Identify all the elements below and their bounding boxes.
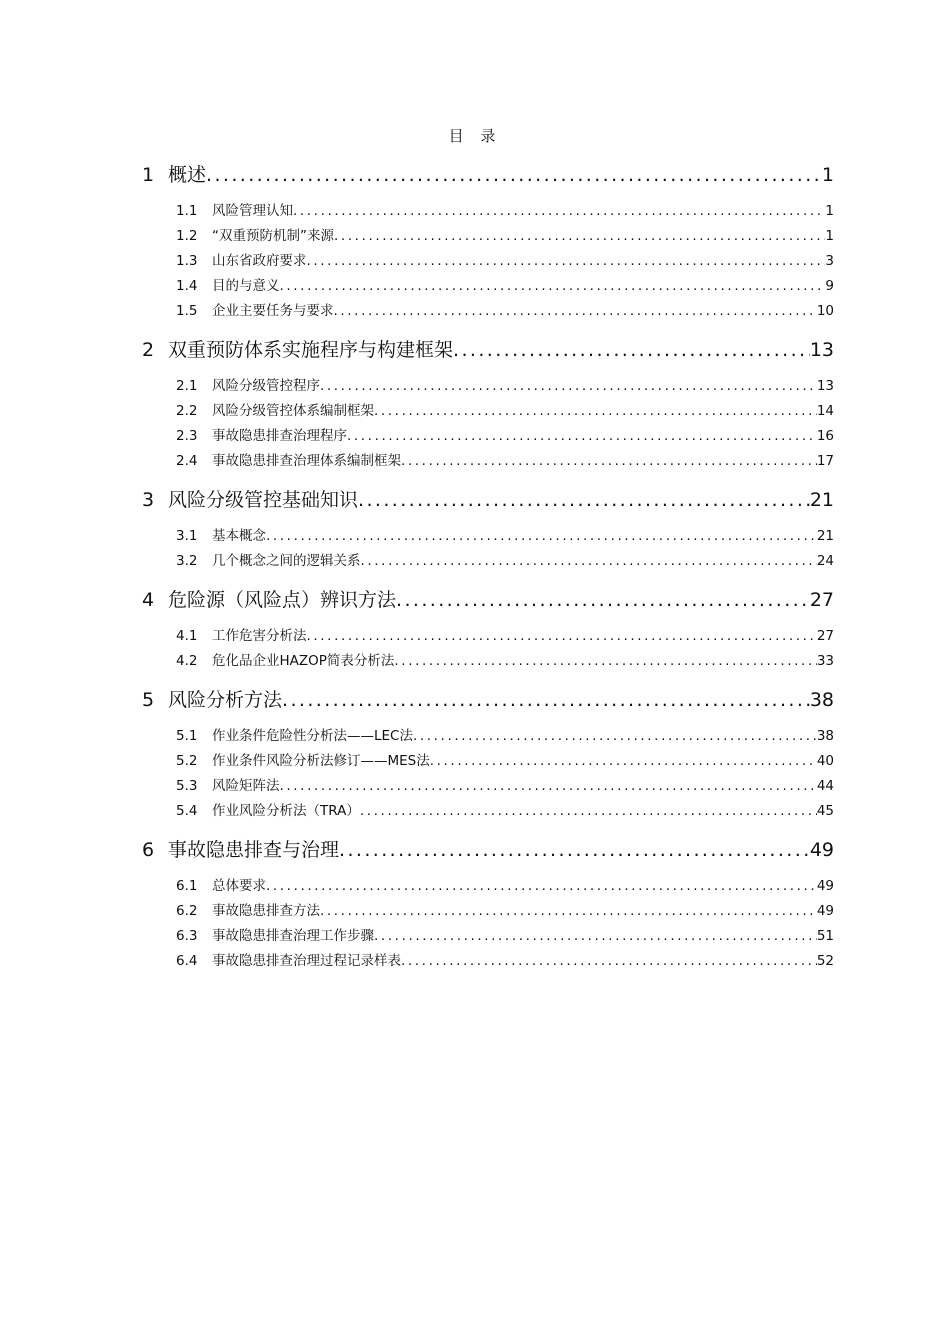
subsection-title: 风险管理认知 [212,203,293,219]
dot-leader [430,749,817,774]
dot-leader [401,949,817,974]
subsection-title: 事故隐患排查治理过程记录样表 [212,953,401,969]
chapter-page-number: 13 [809,339,834,361]
dot-leader [374,924,817,949]
toc-subsection-entry[interactable] [142,549,834,574]
subsection-page-number: 13 [816,378,834,394]
chapter-title: 双重预防体系实施程序与构建框架 [168,339,454,361]
subsection-title: “双重预防机制”来源 [212,228,334,244]
chapter-title: 风险分析方法 [168,689,283,711]
toc-subsection-entry[interactable] [142,649,834,674]
toc-subsection-entry[interactable] [142,224,834,249]
chapter-number: 6 [142,839,155,861]
subsection-page-number: 40 [816,753,834,769]
chapter-page-number: 21 [809,489,834,511]
subsection-title: 企业主要任务与要求 [212,303,334,319]
toc-subsection-entry[interactable] [142,374,834,399]
dot-leader [280,774,817,799]
toc-subsection-entry[interactable] [142,949,834,974]
chapter-number: 2 [142,339,155,361]
dot-leader [282,685,810,715]
subsection-page-number: 17 [816,453,834,469]
dot-leader [307,249,826,274]
subsection-number: 4.1 [176,628,198,644]
chapter-number: 4 [142,589,155,611]
subsection-number: 6.3 [176,928,198,944]
subsection-page-number: 1 [825,203,834,219]
dot-leader [334,299,817,324]
toc-subsection-entry[interactable] [142,424,834,449]
dot-leader [334,224,825,249]
subsection-title: 作业条件风险分析法修订——MES法 [212,753,430,769]
subsection-page-number: 33 [816,653,834,669]
dot-leader [266,874,817,899]
subsection-page-number: 24 [816,553,834,569]
subsection-title: 山东省政府要求 [212,253,307,269]
dot-leader [206,160,822,190]
toc-chapter-entry[interactable] [142,835,834,865]
subsection-title: 事故隐患排查方法 [212,903,320,919]
subsection-number: 1.3 [176,253,198,269]
subsection-number: 3.2 [176,553,198,569]
dot-leader [453,335,810,365]
subsection-page-number: 1 [825,228,834,244]
subsection-number: 5.4 [176,803,198,819]
dot-leader [320,899,817,924]
toc-subsection-entry[interactable] [142,899,834,924]
dot-leader [374,399,817,424]
subsection-number: 1.1 [176,203,198,219]
subsection-title: 基本概念 [212,528,266,544]
toc-subsection-entry[interactable] [142,874,834,899]
subsection-number: 2.3 [176,428,198,444]
dot-leader [394,649,816,674]
subsection-title: 风险分级管控程序 [212,378,320,394]
dot-leader [320,374,817,399]
subsection-title: 风险分级管控体系编制框架 [212,403,374,419]
toc-subsection-entry[interactable] [142,299,834,324]
subsection-number: 6.4 [176,953,198,969]
toc-subsection-entry[interactable] [142,449,834,474]
subsection-title: 总体要求 [212,878,266,894]
subsection-page-number: 9 [825,278,834,294]
subsection-title: 几个概念之间的逻辑关系 [212,553,361,569]
toc-section [142,685,834,824]
toc-subsection-entry[interactable] [142,399,834,424]
dot-leader [361,549,817,574]
table-of-contents [142,160,834,985]
chapter-page-number: 27 [809,589,834,611]
dot-leader [358,485,810,515]
subsection-title: 危化品企业HAZOP简表分析法 [212,653,395,669]
toc-subsection-entry[interactable] [142,774,834,799]
subsection-number: 6.1 [176,878,198,894]
toc-section [142,335,834,474]
toc-section [142,160,834,324]
dot-leader [347,424,817,449]
chapter-page-number: 38 [809,689,834,711]
subsection-page-number: 14 [816,403,834,419]
subsection-number: 1.2 [176,228,198,244]
subsection-page-number: 16 [816,428,834,444]
dot-leader [360,799,817,824]
subsection-number: 1.5 [176,303,198,319]
subsection-number: 5.1 [176,728,198,744]
dot-leader [396,585,810,615]
subsection-number: 2.4 [176,453,198,469]
toc-subsection-entry[interactable] [142,624,834,649]
dot-leader [280,274,826,299]
chapter-number: 5 [142,689,155,711]
toc-subsection-entry[interactable] [142,724,834,749]
chapter-number: 3 [142,489,155,511]
chapter-page-number: 1 [821,164,834,186]
subsection-title: 事故隐患排查治理程序 [212,428,347,444]
subsection-page-number: 51 [816,928,834,944]
toc-section [142,585,834,674]
subsection-page-number: 49 [816,903,834,919]
subsection-number: 1.4 [176,278,198,294]
toc-section [142,835,834,974]
toc-subsection-entry[interactable] [142,524,834,549]
subsection-title: 作业条件危险性分析法——LEC法 [212,728,413,744]
dot-leader [266,524,817,549]
subsection-page-number: 10 [816,303,834,319]
chapter-title: 风险分级管控基础知识 [168,489,359,511]
subsection-page-number: 44 [816,778,834,794]
toc-subsection-entry[interactable] [142,749,834,774]
subsection-number: 2.1 [176,378,198,394]
subsection-page-number: 27 [816,628,834,644]
toc-title: 目 录 [448,127,502,145]
subsection-page-number: 38 [816,728,834,744]
subsection-title: 事故隐患排查治理工作步骤 [212,928,374,944]
dot-leader [413,724,817,749]
toc-chapter-entry[interactable] [142,335,834,365]
chapter-page-number: 49 [809,839,834,861]
subsection-title: 风险矩阵法 [212,778,280,794]
dot-leader [307,624,817,649]
subsection-number: 6.2 [176,903,198,919]
subsection-number: 5.2 [176,753,198,769]
subsection-title: 目的与意义 [212,278,280,294]
toc-chapter-entry[interactable] [142,585,834,615]
subsection-page-number: 3 [825,253,834,269]
chapter-title: 概述 [168,164,207,186]
subsection-title: 工作危害分析法 [212,628,307,644]
subsection-number: 5.3 [176,778,198,794]
subsection-page-number: 21 [816,528,834,544]
toc-chapter-entry[interactable] [142,160,834,190]
toc-chapter-entry[interactable] [142,685,834,715]
toc-chapter-entry[interactable] [142,485,834,515]
subsection-number: 2.2 [176,403,198,419]
subsection-page-number: 49 [816,878,834,894]
dot-leader [401,449,817,474]
dot-leader [293,199,825,224]
chapter-title: 危险源（风险点）辨识方法 [168,589,397,611]
chapter-title: 事故隐患排查与治理 [168,839,340,861]
subsection-page-number: 52 [816,953,834,969]
subsection-number: 3.1 [176,528,198,544]
toc-subsection-entry[interactable] [142,924,834,949]
toc-subsection-entry[interactable] [142,199,834,224]
subsection-number: 4.2 [176,653,198,669]
dot-leader [339,835,810,865]
subsection-title: 作业风险分析法（TRA） [212,803,360,819]
subsection-title: 事故隐患排查治理体系编制框架 [212,453,401,469]
chapter-number: 1 [142,164,155,186]
toc-subsection-entry[interactable] [142,249,834,274]
toc-subsection-entry[interactable] [142,799,834,824]
subsection-page-number: 45 [816,803,834,819]
toc-subsection-entry[interactable] [142,274,834,299]
toc-section [142,485,834,574]
